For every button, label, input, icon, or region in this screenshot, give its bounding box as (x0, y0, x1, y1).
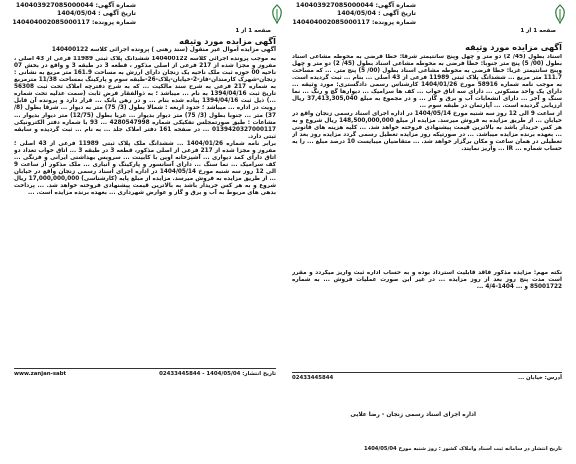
left-meta-date: تاریخ آگهی : 1404/05/04 (57, 10, 136, 18)
right-body-para-2: از ساعت 9 الی 12 روز سه شنبه مورخ 1404/05/14 در اداره اجرای اسناد رسمی زنجان واقع در خیابان ... از طریق مزایده به فروش میرسد. مزایده از مبلغ 148,500,000,000 ریال شروع و به هر کس خریدار باشد به بالاترین قیمت پیشنهادی فروخته خواهد شد. ... کلیه هزینه های قانونی ... بعهده برنده مزایده میباشد. ... در صورتیکه روز مزایده تعطیل رسمی گردد مزایده روز بعد از تعطیلی در همان ساعت و مکان برگزار خواهد شد. ... متقاضیان میبایست 10 درصد مبلغ ... را به حساب شماره ... IR ... واریز نمایند. (292, 110, 562, 152)
right-page-label: صفحه 1 از 1 (520, 28, 556, 34)
right-meta-date: تاریخ آگهی : 1404/05/04 (337, 10, 416, 18)
right-title: آگهی مزایده مورد وثیقه (465, 42, 562, 52)
right-footer-right: آدرس: خیابان ... (518, 375, 562, 381)
right-footer-left: 02433445844 (292, 375, 334, 381)
left-page-label: صفحه 1 از 1 (235, 28, 271, 34)
right-sign: تاریخ انتشار در سامانه ثبت اسناد واملاک کشور : روز شنبه مورخ 1404/05/04 (363, 446, 562, 452)
right-body-para-1: اسناد بطول (45/ 2) دو متر و چهل وپنج سانتیمتر شرقا: خطا فرضی به محوطه مشاعی اسناد بطول (00/ 5) پنج متر جنوبا: خطا فرضی به محوطه مشاعی اسناد بطول (45/ 2) دو متر و چهل وپنج سانتیمتر غربا: خطا فرضی به محوطه مشاعی اسناد بطول (00/ 5) پنج متر. ... که مساحت 111.7 متر مربع ... ششدانگ پلاک ثبتی 11989 فرعی از 43 اصلی ... بنام ... ثبت گردیده است. به موجب نامه شماره 58916 مورخ 1404/01/26 کارشناس رسمی دادگستری: مورد وثیقه ... دارای یک واحد مسکونی ... دارای سه اتاق خواب ... کف ها سرامیک ... دیوارها گچ و رنگ ... نما سنگ و آجر ... دارای انشعابات آب و برق و گاز ... و در مجموع به مبلغ 37,413,305,040 ریال ارزیابی گردیده است. ... آپارتمان در طبقه سوم ... (292, 54, 562, 110)
right-emblem-icon (552, 4, 568, 24)
right-office: اداره اجرای اسناد رسمی زنجان - رضا علایی (350, 412, 476, 418)
right-body (292, 54, 562, 266)
left-meta-no: شماره آگهی: 140403927085000044 (15, 2, 136, 9)
left-body-para-2: برابر نامه شماره 1404/01/26 ... ششدانگ ملک پلاک ثبتی 11989 فرعی از 43 اصلی ؛ مفروز و مجزا شده از 217 فرعی از اصلی مذکور، قطعه 3 در طبقه 3 ... اتاق خواب تعداد دو اتاق دارای کمد دیواری ... آشپزخانه اوپن با کابینت ... سرویس بهداشتی ایرانی و فرنگی ... کف سرامیک ... نما سنگ ... دارای آسانسور و پارکینگ و انباری ... ملک مذکور از ساعت 9 الی 12 روز سه شنبه مورخ 1404/05/14 در اداره اجرای اسناد رسمی زنجان واقع در خیابان ... از طریق مزایده به فروش میرسد. مزایده از مبلغ پایه (کارشناسی) 17,000,000,000 ریال شروع و به هر کس خریدار باشد به بالاترین قیمت پیشنهادی فروخته خواهد شد. ... پرداخت بدهی های مربوط به آب و برق و گاز و عوارض شهرداری ... بعهده برنده مزایده است. ... (14, 140, 276, 197)
left-title: آگهی مزایده مورد وثیقه (179, 36, 276, 46)
left-intro: آگهی مزایده اموال غیر منقول (سند رهنی ) پرونده اجرائی کلاسه 140400122 (51, 47, 276, 53)
left-body (14, 56, 276, 362)
left-meta-case: شماره پرونده: 140404002085000117 (12, 18, 136, 26)
left-footer-left: www.zanjan-sabt (14, 371, 67, 377)
right-meta-case: شماره پرونده: 140404002085000117 (292, 18, 416, 26)
left-footer-rule (14, 368, 276, 369)
right-footer-rule (292, 372, 562, 373)
right-meta (292, 2, 416, 27)
left-meta (12, 2, 136, 27)
left-footer-right: تاریخ انتشار: 1404/05/04 - 02433445844 (159, 371, 276, 377)
right-meta-no: شماره آگهی: 140403927085000044 (295, 2, 416, 9)
right-body-para-3: نکته مهم: مزایده مذکور فاقد قابلیت استرداد بوده و به حساب اداره ثبت واریز میگردد و مقرر است مدت پنج روز بعد از روز مزایده ... در غیر این صورت عملیات فروش ... به شماره 85001722 و ... 1404-4/4 ... (292, 270, 562, 291)
left-emblem-icon (269, 4, 285, 24)
right-body-note (292, 270, 562, 368)
left-body-para-1: به موجب پرونده اجرائی کلاسه 140400122 ششدانگ پلاک ثبتی 11989 فرعی از 43 اصلی ، مفروز و مجزا شده از 217 فرعی از اصلی مذکور ، قطعه 3 در طبقه 3 و واقع در بخش 07 ناحیه 00 حوزه ثبت ملک ناحیه یک زنجان دارای ارزش به مساحت 161.9 متر مربع به نشانی : زنجان-شهرک کارمندان-فاز-2-خیابان-پلاک-26-طبقه سوم و پارکینگ بمساحت 11/38 مترمربع به شماره 217 فرعی به شرح سند مالکیت ... که به شرح دفترچه املاک تحت ثبت 56308 تاریخ ثبت 1394/04/16 به نام ... میباشد ؛ به ذوالفقار فرض ثابت (سمت عدلیه تحت شماره ...) ذیل ثبت 1394/04/16 پیاده شده بنام ... و در رهن بانک ... قرار دارد و پرونده آن قابل رویت در اداره ... میباشد ؛ حدود اربعه : شمالا بطول (3/ 75) متر به دیوار ... شرقا بطول (8/ 37) متر ... جنوبا بطول (3/ 75) متر دیوار بدیوار ... غربا بطول (12/75) متر دیوار بدیوار ... مشاعات : طبق صورتمجلس تفکیکی شماره 4280547998 ... 93 با شماره دفتر الکترونیکی 0139420327000117 ... در صفحه 161 دفتر املاک جلد ... به نام ... ثبت گردیده و سابقه ثبتی دارد. (14, 56, 276, 140)
